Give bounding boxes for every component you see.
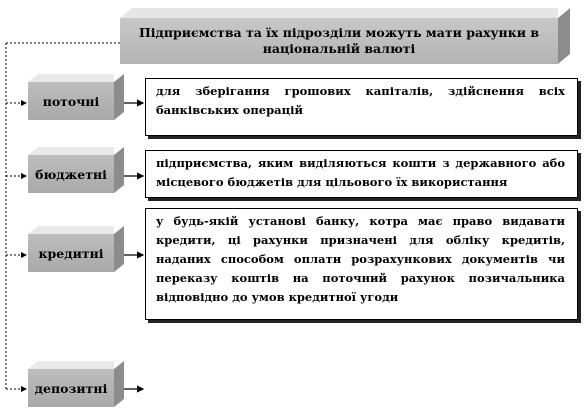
category-box-deposit xyxy=(28,369,124,415)
category-box-current xyxy=(28,82,124,128)
header-box xyxy=(120,18,564,70)
category-box-budget xyxy=(28,155,124,201)
description-budget: підприємства, яким виділяються кошти з державного або місцевого бюджетів для цільового їх використання xyxy=(145,150,578,198)
description-current: для зберігання грошових капіталів, здійснення всіх банківських операцій xyxy=(145,78,578,136)
description-credit: у будь-якій установі банку, котра має право видавати кредити, ці рахунки призначені для обліку кредитів, наданих способом оплати розрахункових документів чи переказу коштів на поточний рахунок позичальника відповідно до умов кредитної угоди xyxy=(145,208,578,320)
category-label-current: поточні xyxy=(28,82,114,120)
category-box-credit xyxy=(28,234,124,280)
category-label-budget: бюджетні xyxy=(28,155,114,193)
category-label-deposit: депозитні xyxy=(28,369,114,407)
category-label-credit: кредитні xyxy=(28,234,114,272)
header-box-top xyxy=(120,8,558,18)
header-title: Підприємства та їх підрозділи можуть мати рахунки в національній валюті xyxy=(120,18,558,64)
